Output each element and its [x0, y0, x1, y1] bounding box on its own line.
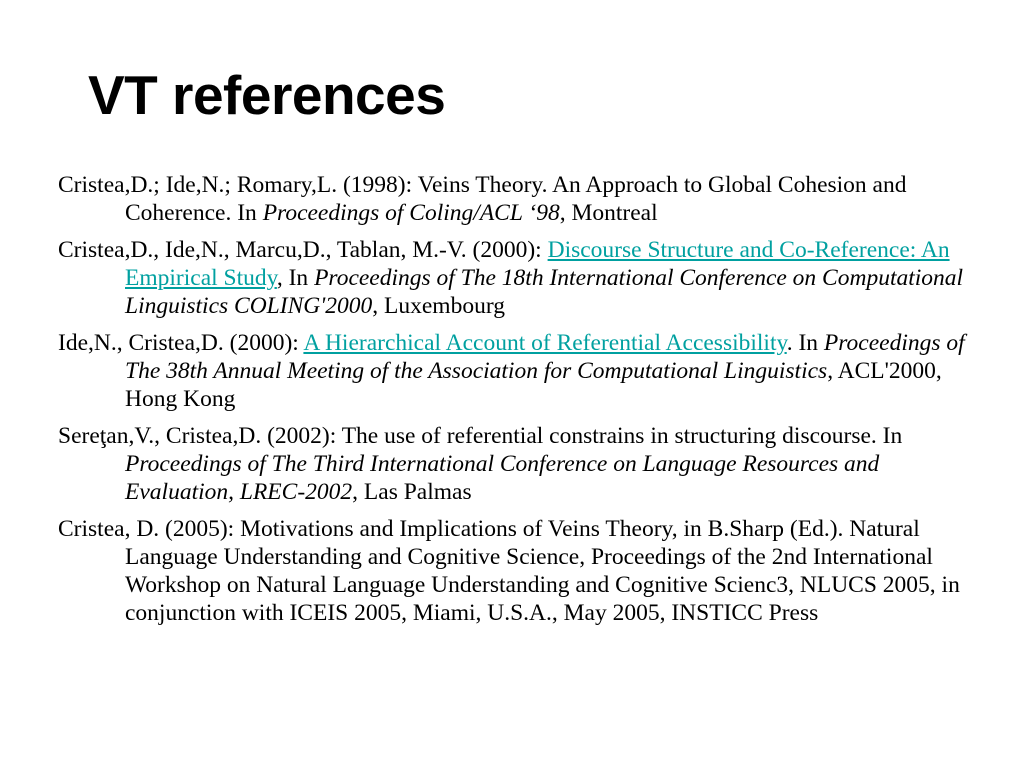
reference-venue: Proceedings of The 38th Annual Meeting of the Association for Computational Linguistics — [125, 330, 965, 384]
reference-authors: Cristea,D.; Ide,N.; Romary,L. (1998): Veins Theory. An Approach to Global Cohesion and Coherence. In — [58, 172, 907, 226]
reference-connector: . In — [786, 330, 824, 356]
reference-item — [58, 515, 988, 627]
reference-text: Cristea, D. (2005): Motivations and Implications of Veins Theory, in B.Sharp (Ed.). Natural Language Understanding and Cognitive Science, Proceedings of the 2nd International Workshop on Natural Language Understanding and Cognitive Scienc3, NLUCS 2005, in conjunction with ICEIS 2005, Miami, U.S.A., May 2005, INSTICC Press — [58, 516, 960, 626]
reference-list — [58, 171, 988, 636]
reference-item — [58, 422, 988, 506]
reference-connector: , In — [276, 265, 315, 291]
reference-title-link[interactable]: Discourse Structure and Co-Reference: An Empirical Study — [125, 237, 950, 291]
reference-authors: Ide,N., Cristea,D. (2000): — [58, 330, 304, 356]
reference-item — [58, 171, 988, 227]
reference-location: , ACL'2000, Hong Kong — [125, 358, 942, 412]
reference-item — [58, 236, 988, 320]
reference-authors: Cristea,D., Ide,N., Marcu,D., Tablan, M.-V. (2000): — [58, 237, 548, 263]
reference-venue: Proceedings of The 18th International Conference on Computational Linguistics COLING'2000 — [125, 265, 964, 319]
reference-title-link[interactable]: A Hierarchical Account of Referential Accessibility — [303, 330, 787, 356]
reference-location: , Luxembourg — [372, 293, 505, 319]
reference-venue: Proceedings of Coling/ACL ‘98 — [262, 200, 560, 226]
reference-item — [58, 329, 988, 413]
reference-location: , Las Palmas — [352, 479, 472, 505]
slide-title: VT references — [88, 64, 446, 126]
reference-authors: Sereţan,V., Cristea,D. (2002): The use of referential constrains in structuring discourse. In — [58, 423, 903, 449]
reference-venue: Proceedings of The Third International Conference on Language Resources and Evaluation, LREC-2002 — [125, 451, 880, 505]
reference-location: , Montreal — [559, 200, 658, 226]
